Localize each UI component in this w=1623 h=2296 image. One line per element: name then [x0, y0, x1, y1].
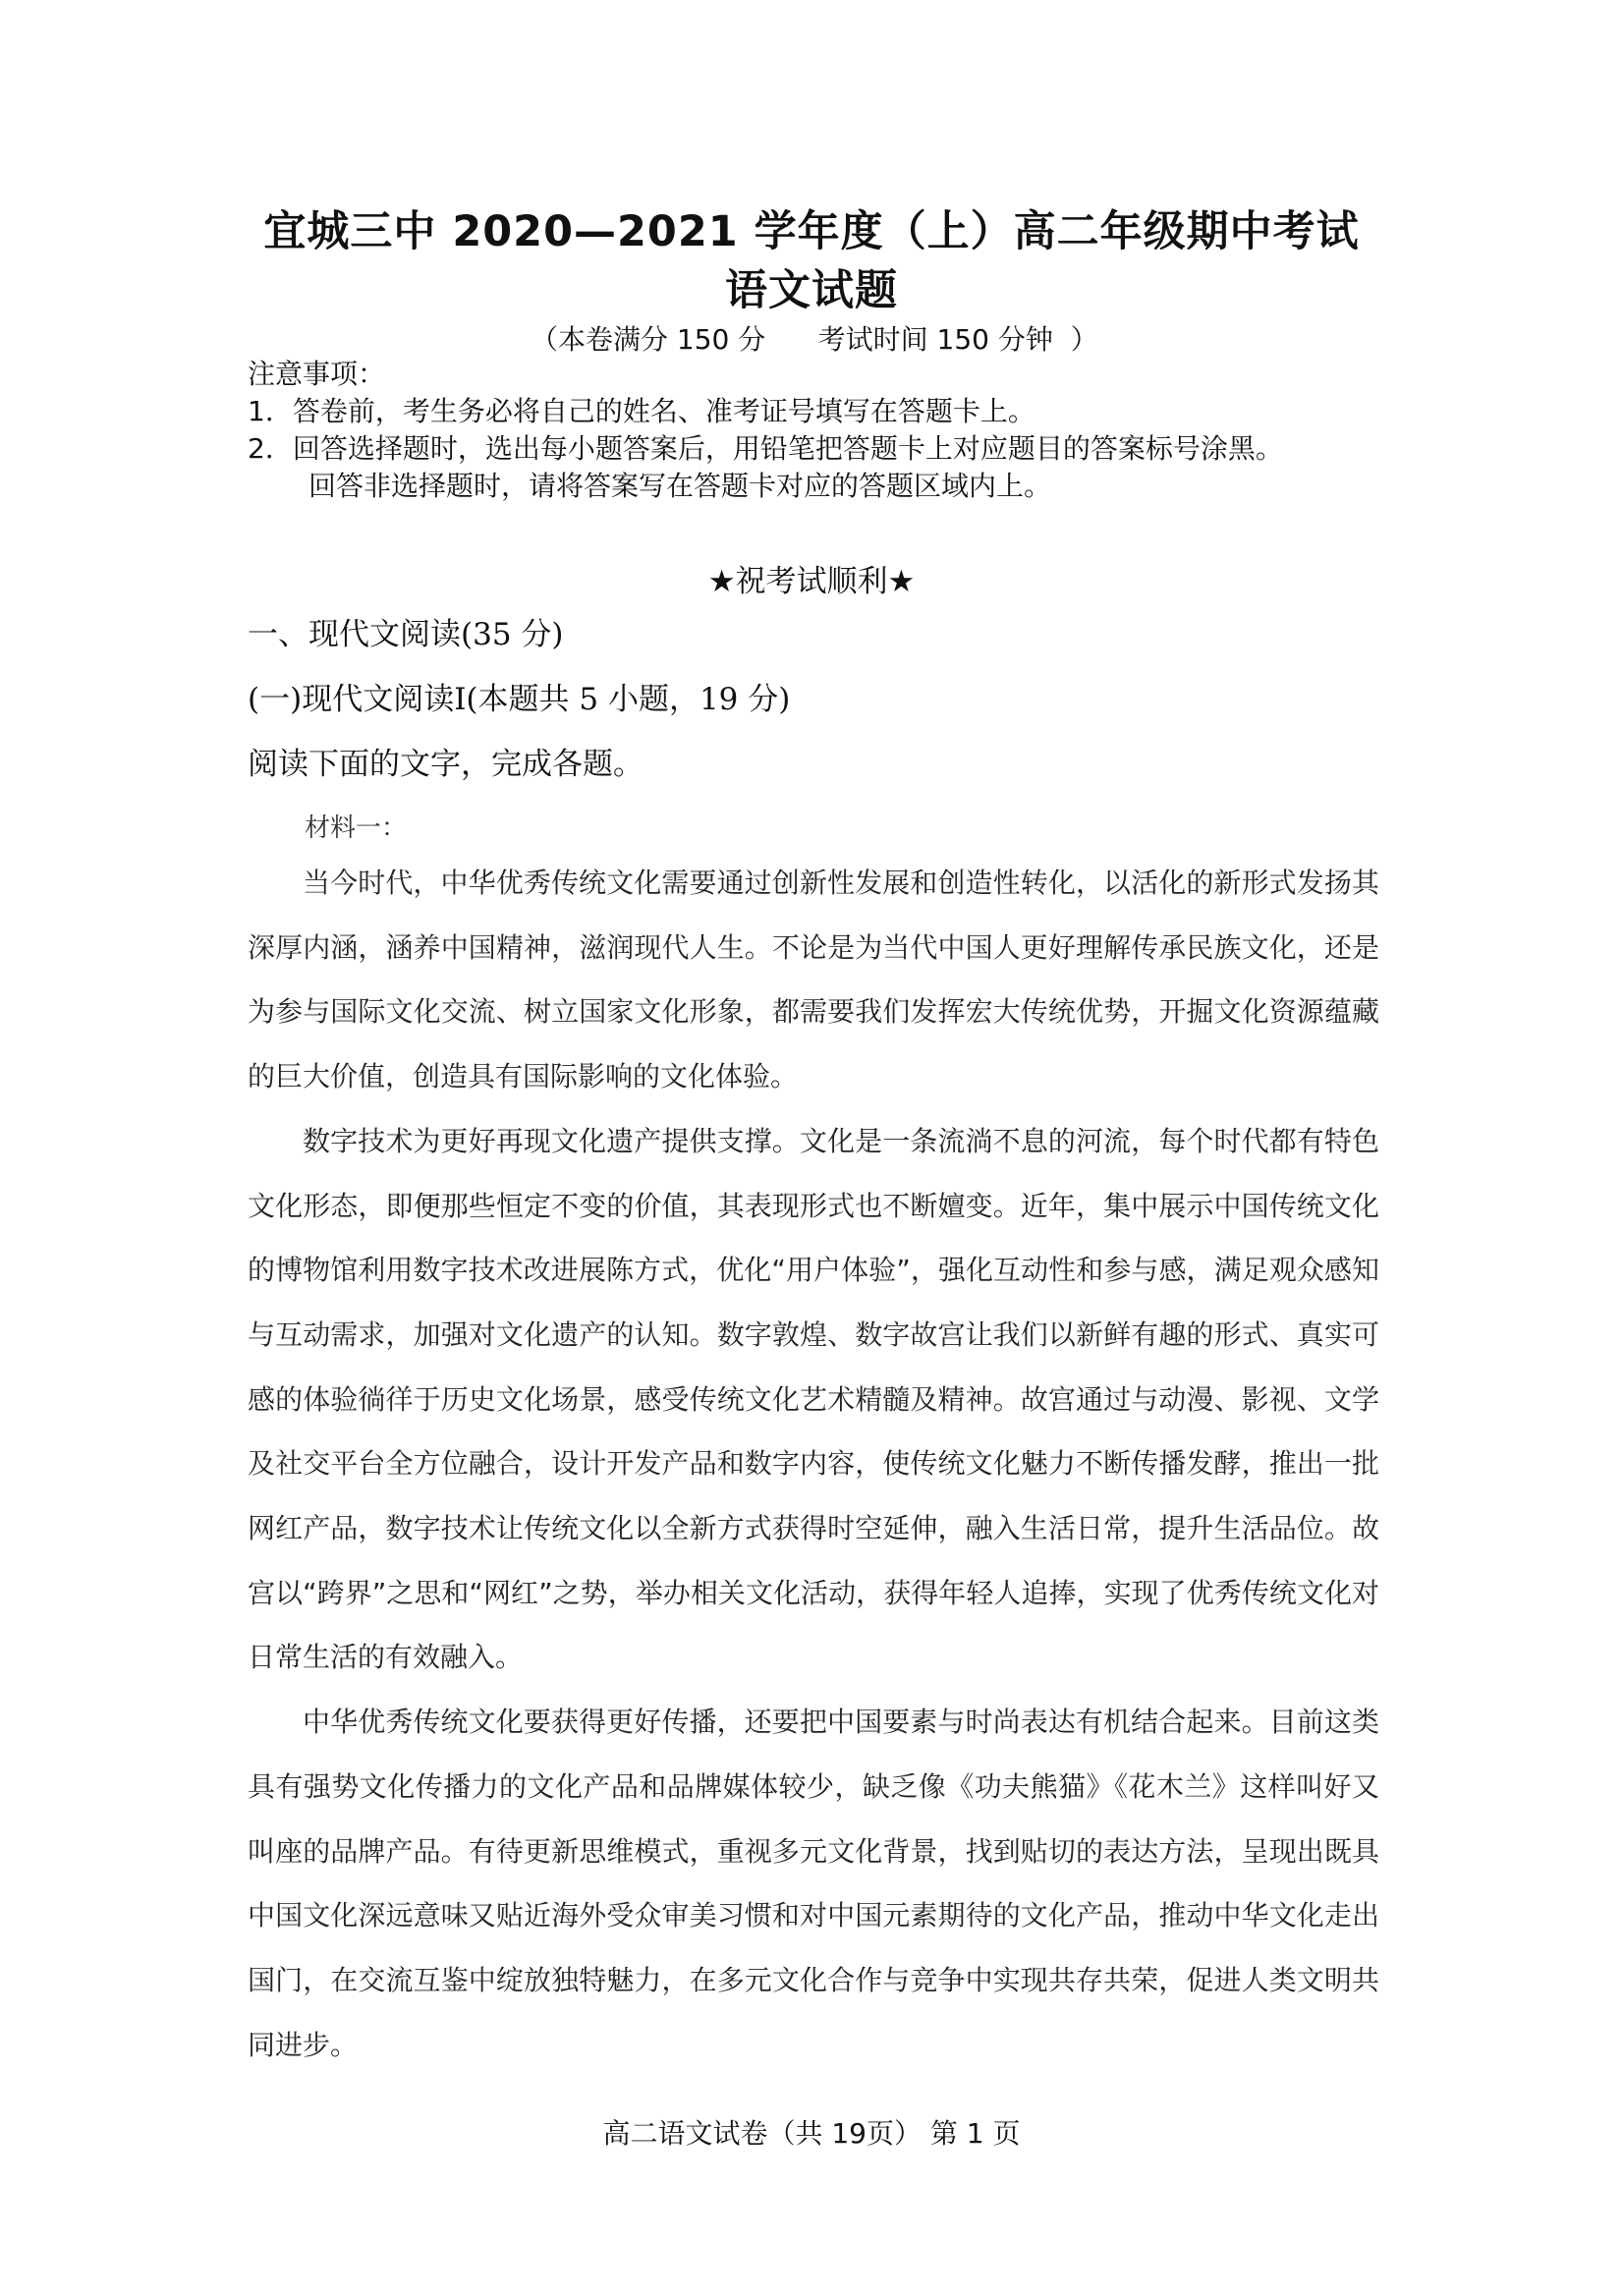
- notice-item: 2．回答选择题时，选出每小题答案后，用铅笔把答题卡上对应题目的答案标号涂黑。: [248, 432, 1283, 465]
- passage-paragraph: 当今时代，中华优秀传统文化需要通过创新性发展和创造性转化，以活化的新形式发扬其深厚内涵，涵养中国精神，滋润现代人生。不论是为当代中国人更好理解传承民族文化，还是为参与国际文化交流、树立国家文化形象，都需要我们发挥宏大传统优势，开掘文化资源蕴藏的巨大价值，创造具有国际影响的文化体验。: [248, 867, 1379, 1093]
- notice-item: 回答非选择题时，请将答案写在答题卡对应的答题区域内上。: [308, 470, 1052, 502]
- passage-paragraph: 中华优秀传统文化要获得更好传播，还要把中国要素与时尚表达有机结合起来。目前这类具有强势文化传播力的文化产品和品牌媒体较少，缺乏像《功夫熊猫》《花木兰》这样叫好又叫座的品牌产品。有待更新思维模式，重视多元文化背景，找到贴切的表达方法，呈现出既具中国文化深远意味又贴近海外受众审美习惯和对中国元素期待的文化产品，推动中华文化走出国门，在交流互鉴中绽放独特魅力，在多元文化合作与竞争中实现共存共荣，促进人类文明共同进步。: [248, 1706, 1379, 2061]
- passage-paragraph: 数字技术为更好再现文化遗产提供支撑。文化是一条流淌不息的河流，每个时代都有特色文化形态，即便那些恒定不变的价值，其表现形式也不断嬗变。近年，集中展示中国传统文化的博物馆利用数字技术改进展陈方式，优化“用户体验”，强化互动性和参与感，满足观众感知与互动需求，加强对文化遗产的认知。数字敦煌、数字故宫让我们以新鲜有趣的形式、真实可感的体验徜徉于历史文化场景，感受传统文化艺术精髓及精神。故宫通过与动漫、影视、文学及社交平台全方位融合，设计开发产品和数字内容，使传统文化魅力不断传播发酵，推出一批网红产品，数字技术让传统文化以全新方式获得时空延伸，融入生活日常，提升生活品位。故宫以“跨界”之思和“网红”之势，举办相关文化活动，获得年轻人追捧，实现了优秀传统文化对日常生活的有效融入。: [248, 1124, 1379, 1674]
- notice-heading: 注意事项：: [248, 358, 386, 390]
- exam-subject-title: 语文试题: [725, 266, 898, 315]
- notice-block: [248, 356, 1283, 505]
- page-footer: 高二语文试卷（共 19页） 第 1 页: [602, 2117, 1021, 2150]
- notice-item: 1．答卷前，考生务必将自己的姓名、准考证号填写在答题卡上。: [248, 395, 1035, 427]
- exam-title: 宜城三中 2020—2021 学年度（上）高二年级期中考试: [263, 207, 1360, 256]
- score-time-line: （本卷满分 150 分 考试时间 150 分钟 ）: [531, 323, 1098, 356]
- subsection-title: (一)现代文阅读Ⅰ(本题共 5 小题，19 分): [248, 682, 791, 717]
- blessing-line: ★祝考试顺利★: [707, 564, 916, 599]
- material-label: 材料一：: [305, 813, 408, 843]
- reading-instruction: 阅读下面的文字，完成各题。: [248, 747, 644, 782]
- passage: [248, 851, 1379, 2077]
- part-title: 一、现代文阅读(35 分): [248, 617, 564, 652]
